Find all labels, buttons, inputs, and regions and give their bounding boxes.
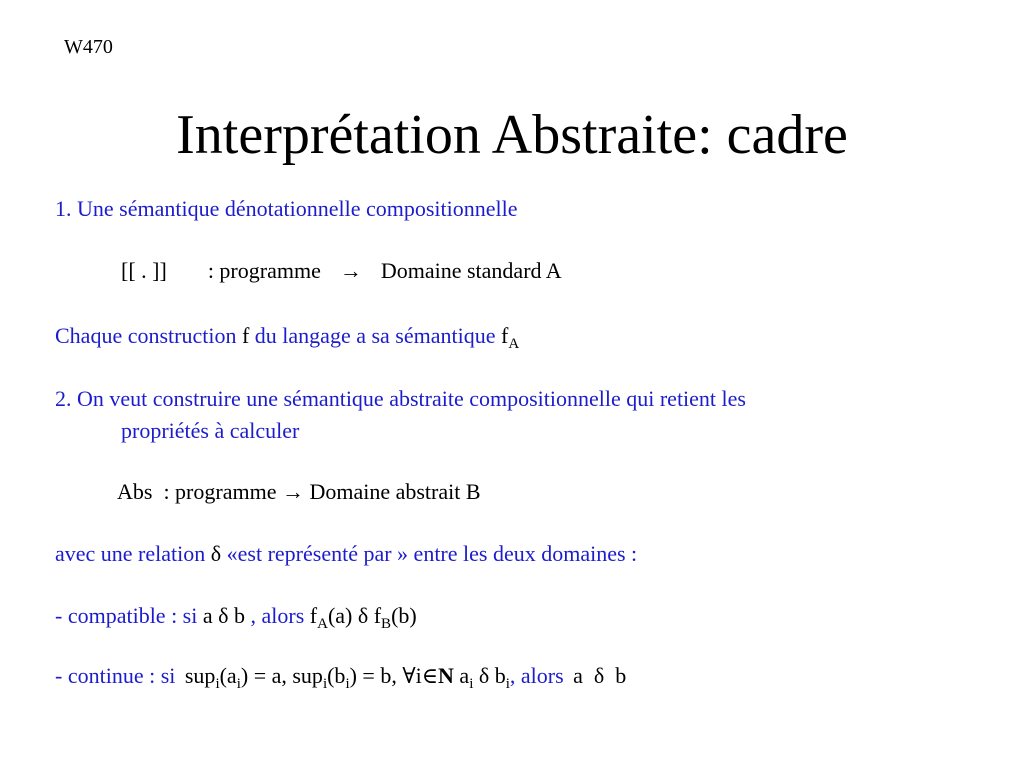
continue-line (55, 663, 627, 692)
compatible-lead: - compatible : si (55, 603, 198, 628)
point-1-heading: 1. Une sémantique dénotationnelle compositionnelle (55, 196, 518, 221)
continue-lead: - continue : si (55, 663, 176, 688)
construction-text-b: du langage a sa sémantique (254, 323, 496, 348)
compatible-cond: a δ b (202, 603, 245, 628)
point-2-line-2: propriétés à calculer (121, 418, 300, 443)
equation-semantics (121, 258, 562, 284)
continue-comma: , (509, 663, 516, 688)
continue-formula: $sup_i(a_i) = a$, $sup_i(b_i) = b$, ∀i∈N $a_i$ δ $b_i$ (184, 663, 510, 692)
delta-symbol: δ (210, 541, 222, 566)
compatible-line (55, 603, 417, 632)
equation-right: Domaine standard A (380, 258, 562, 283)
construction-fA: $f_A$ (501, 323, 520, 352)
slide-code: W470 (64, 36, 113, 58)
naturals-symbol: N (438, 663, 454, 688)
point-2-line-1: 2. On veut construire une sémantique abstraite compositionnelle qui retient les (55, 386, 746, 411)
relation-text-a: avec une relation (55, 541, 206, 566)
abs-left: Abs : programme (117, 479, 277, 504)
continue-then: alors (520, 663, 564, 688)
construction-text-a: Chaque construction (55, 323, 237, 348)
arrow-icon: → (281, 479, 304, 504)
compatible-then: , alors (250, 603, 305, 628)
construction-semantics (55, 323, 520, 352)
semantic-brackets: [[ . ]] (121, 258, 167, 283)
arrow-icon: → (339, 258, 362, 283)
equation-abstract (117, 479, 481, 505)
construction-f: f (241, 323, 250, 348)
compatible-formula: $f_A(a)$ δ $f_B(b)$ (309, 603, 417, 632)
abs-right: Domaine abstrait B (309, 479, 481, 504)
relation-line (55, 541, 637, 567)
relation-text-b: «est représenté par » entre les deux domaines : (226, 541, 638, 566)
continue-final: a δ b (573, 663, 627, 688)
equation-left: : programme (207, 258, 321, 283)
slide-title: Interprétation Abstraite: cadre (176, 104, 848, 166)
